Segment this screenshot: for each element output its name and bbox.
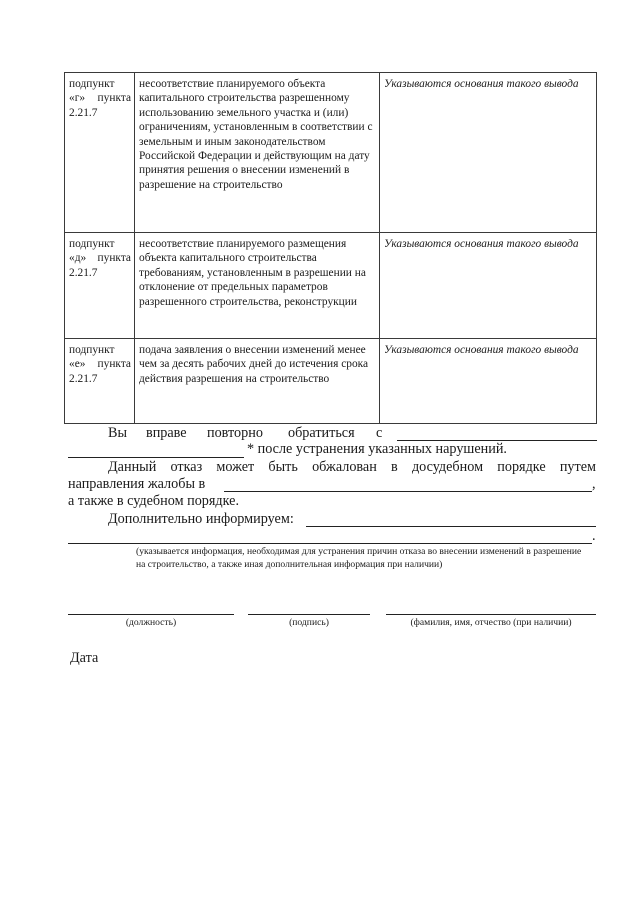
subpoint-cell: подпункт «д» пункта 2.21.7 — [65, 233, 135, 339]
appeal-line-2-start: направления жалобы в — [68, 476, 206, 492]
description-cell: несоответствие планируемого объекта капитального строительства разрешенному использованию земельного участка и (или) ограничениям, установленным в соответствии с земельным и иным законодательством Российской Федерации и действующим на дату принятия решения о внесении изменений в разрешение на строительство — [135, 73, 380, 233]
additional-info-end: . — [592, 528, 596, 544]
appeal-line-3: а также в судебном порядке. — [68, 493, 240, 509]
additional-info-field-continued[interactable] — [68, 529, 592, 544]
reapply-tail: * после устранения указанных нарушений. — [247, 441, 507, 457]
table-row — [65, 339, 597, 424]
date-label: Дата — [70, 650, 99, 666]
full-name-line[interactable] — [386, 614, 596, 615]
subpoint-cell: подпункт «е» пункта 2.21.7 — [65, 339, 135, 424]
reason-cell: Указываются основания такого вывода — [380, 73, 597, 233]
additional-info-field[interactable] — [306, 512, 596, 527]
signature-line[interactable] — [248, 614, 370, 615]
description-cell: подача заявления о внесении изменений менее чем за десять рабочих дней до истечения срока действия разрешения на строительство — [135, 339, 380, 424]
position-label: (должность) — [125, 617, 177, 628]
table-row — [65, 233, 597, 339]
reason-cell: Указываются основания такого вывода — [380, 339, 597, 424]
description-cell: несоответствие планируемого размещения объекта капитального строительства требованиям, установленным в разрешении на отклонение от предельных параметров разрешенного строительства, реконструкции — [135, 233, 380, 339]
subpoint-cell: подпункт «г» пункта 2.21.7 — [65, 73, 135, 233]
reason-cell: Указываются основания такого вывода — [380, 233, 597, 339]
appeal-body-field[interactable] — [224, 477, 592, 492]
position-line[interactable] — [68, 614, 234, 615]
refusal-grounds-table — [64, 72, 597, 424]
document-page: подпункт «г» пункта 2.21.7 несоответствие планируемого объекта капитального строительства разрешенному использованию земельного участка и (или) ограничениям, установленным в соответствии с земельным и иным законодательством Российской Федерации и действующим на дату принятия решения о внесении изменений в разрешение на строительство Указываются основания такого вывода подпункт «д» пункта 2.21.7 несоответствие планируемого размещения объекта капитального строительства требованиям, установленным в разрешении на отклонение от предельных параметров разрешенного строительства, реконструкции Указываются основания такого вывода подпункт «е» пункта 2.21.7 подача заявления о внесении изменений менее чем за десять рабочих дней до истечения срока действия разрешения на строительство Указываются основания такого вывода Вы вправе повторно обратиться с * после устранения указанных нарушений. Данный отказ может быть обжалован в досудебном порядке путем направления жалобы в , а также в судебном порядке. Дополнительно информируем: . (указывается информация, необходимая для устранения причин отказа во внесении изменений в разрешение на строительство, а также иная дополнительная информация при наличии) (должность) (подпись) (фамилия, имя, отчество (при наличии) Дата — [0, 0, 640, 905]
signature-label: (подпись) — [289, 617, 329, 628]
appeal-line-2-end: , — [592, 476, 596, 492]
appeal-line-1: Данный отказ может быть обжалован в досудебном порядке путем — [108, 459, 596, 475]
full-name-label: (фамилия, имя, отчество (при наличии) — [410, 617, 572, 628]
reapply-authority-field[interactable] — [397, 426, 597, 441]
additional-info-note: (указывается информация, необходимая для устранения причин отказа во внесении изменений в разрешение на строительство, а также иная дополнительная информация при наличии) — [136, 546, 582, 570]
table-row — [65, 73, 597, 233]
reapply-authority-field-continued[interactable] — [68, 443, 244, 458]
additional-info-label: Дополнительно информируем: — [108, 511, 294, 527]
